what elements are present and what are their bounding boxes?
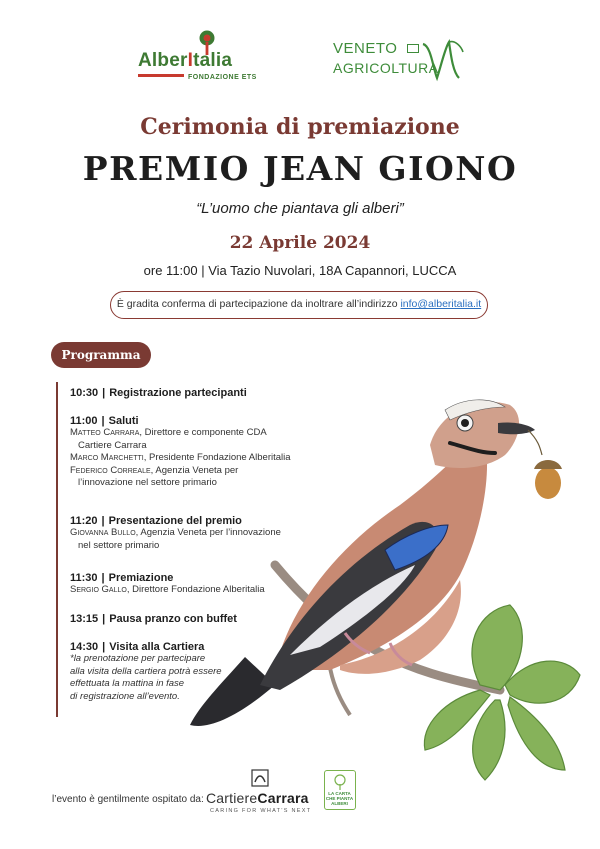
tree-icon: [332, 774, 348, 790]
alberitalia-sub: FONDAZIONE ETS: [188, 74, 257, 81]
speaker-role: , Agenzia Veneta per l’innovazione: [135, 527, 281, 538]
carta-text: LA CARTA CHE PIANTA ALBERI: [325, 791, 354, 806]
alberitalia-logo: [138, 32, 258, 82]
item-note: alla visita della cartiera potrà essere: [70, 665, 222, 677]
speaker-name: Federico Correale: [70, 464, 151, 476]
email-link[interactable]: info@alberitalia.it: [400, 298, 482, 310]
acorn-icon: [534, 460, 562, 499]
speaker-role: , Presidente Fondazione Alberitalia: [143, 452, 291, 463]
event-date: 22 Aprile 2024: [229, 233, 371, 253]
item-title: Premiazione: [108, 572, 174, 584]
item-time: 14:30: [70, 641, 99, 653]
speaker-name: Matteo Carrara: [70, 427, 140, 438]
speaker-name: Marco Marchetti: [70, 452, 144, 463]
hosted-by-text: l’evento è gentilmente ospitato da:: [52, 794, 204, 805]
event-title: PREMIO JEAN GIONO: [82, 149, 518, 188]
programma-label: Programma: [51, 342, 151, 368]
confirm-text: È gradita conferma di partecipazione da inoltrare all’indirizzo: [116, 298, 398, 310]
timeline-rule: [56, 382, 58, 717]
program-item: 10:30 | Registrazione partecipanti: [70, 387, 247, 399]
speaker-name: Sergio Gallo: [70, 584, 127, 595]
jay-bird-illustration: [180, 385, 590, 785]
program-item: 11:30 | Premiazione Sergio Gallo, Direttore Fondazione Alberitalia: [70, 572, 265, 595]
carta-che-pianta-logo: [324, 770, 356, 810]
event-subtitle: Cerimonia di premiazione: [140, 114, 460, 140]
veneto-agricoltura-logo: [333, 38, 468, 84]
logo-rule: [138, 74, 184, 77]
confirm-box: [110, 291, 488, 319]
cartiere-name: CartiereCarrara: [206, 790, 309, 806]
item-time: 11:20: [70, 515, 98, 527]
event-quote: “L’uomo che piantava gli alberi”: [196, 200, 404, 217]
item-note: di registrazione all’evento.: [70, 690, 180, 702]
cartiere-tagline: CARING FOR WHAT'S NEXT: [210, 808, 312, 814]
flag-icon: [407, 44, 419, 53]
speaker-role: , Direttore e componente CDA: [139, 427, 267, 438]
item-time: 13:15: [70, 613, 99, 625]
speaker-role: , Direttore Fondazione Alberitalia: [126, 584, 265, 595]
veneto-mark-icon: [419, 38, 465, 82]
speaker-role-cont: Cartiere Carrara: [78, 439, 147, 451]
item-note: *la prenotazione per partecipare: [70, 653, 206, 664]
speaker-name: Giovanna Bullo: [70, 527, 136, 538]
program-item: 11:00 | Saluti Matteo Carrara, Direttore e componente CDA Cartiere Carrara Marco Marchetti, Presidente Fondazione Alberitalia Federico Correale, Agenzia Veneta per l’innovazione nel settore primario: [70, 415, 320, 490]
item-title: Presentazione del premio: [108, 515, 242, 527]
alberitalia-name: AlberItalia: [138, 50, 233, 71]
item-time: 11:30: [70, 572, 98, 584]
veneto-line2: AGRICOLTURA: [333, 60, 439, 76]
emblem-icon: [250, 768, 270, 788]
speaker-role-cont: l’innovazione nel settore primario: [78, 477, 217, 488]
item-title: Pausa pranzo con buffet: [109, 613, 237, 625]
item-note: effettuata la mattina in fase: [70, 678, 185, 689]
item-time: 10:30: [70, 387, 99, 399]
veneto-line1: VENETO: [333, 40, 398, 57]
program-item: 13:15 | Pausa pranzo con buffet: [70, 613, 237, 625]
speaker-role: , Agenzia Veneta per: [150, 464, 239, 476]
item-title: Registrazione partecipanti: [109, 387, 247, 399]
item-title: Saluti: [108, 415, 139, 427]
item-time: 11:00: [70, 415, 98, 427]
program-item: 14:30 | Visita alla Cartiera *la prenotazione per partecipare alla visita della cartiera potrà essere effettuata la mattina in fase di registrazione all’evento.: [70, 641, 320, 703]
cartiere-carrara-logo: [206, 768, 318, 816]
item-title: Visita alla Cartiera: [109, 641, 205, 653]
speaker-role-cont: nel settore primario: [78, 539, 160, 551]
program-item: 11:20 | Presentazione del premio Giovanna Bullo, Agenzia Veneta per l’innovazione nel settore primario: [70, 515, 320, 552]
event-place: ore 11:00 | Via Tazio Nuvolari, 18A Capannori, LUCCA: [143, 263, 457, 278]
